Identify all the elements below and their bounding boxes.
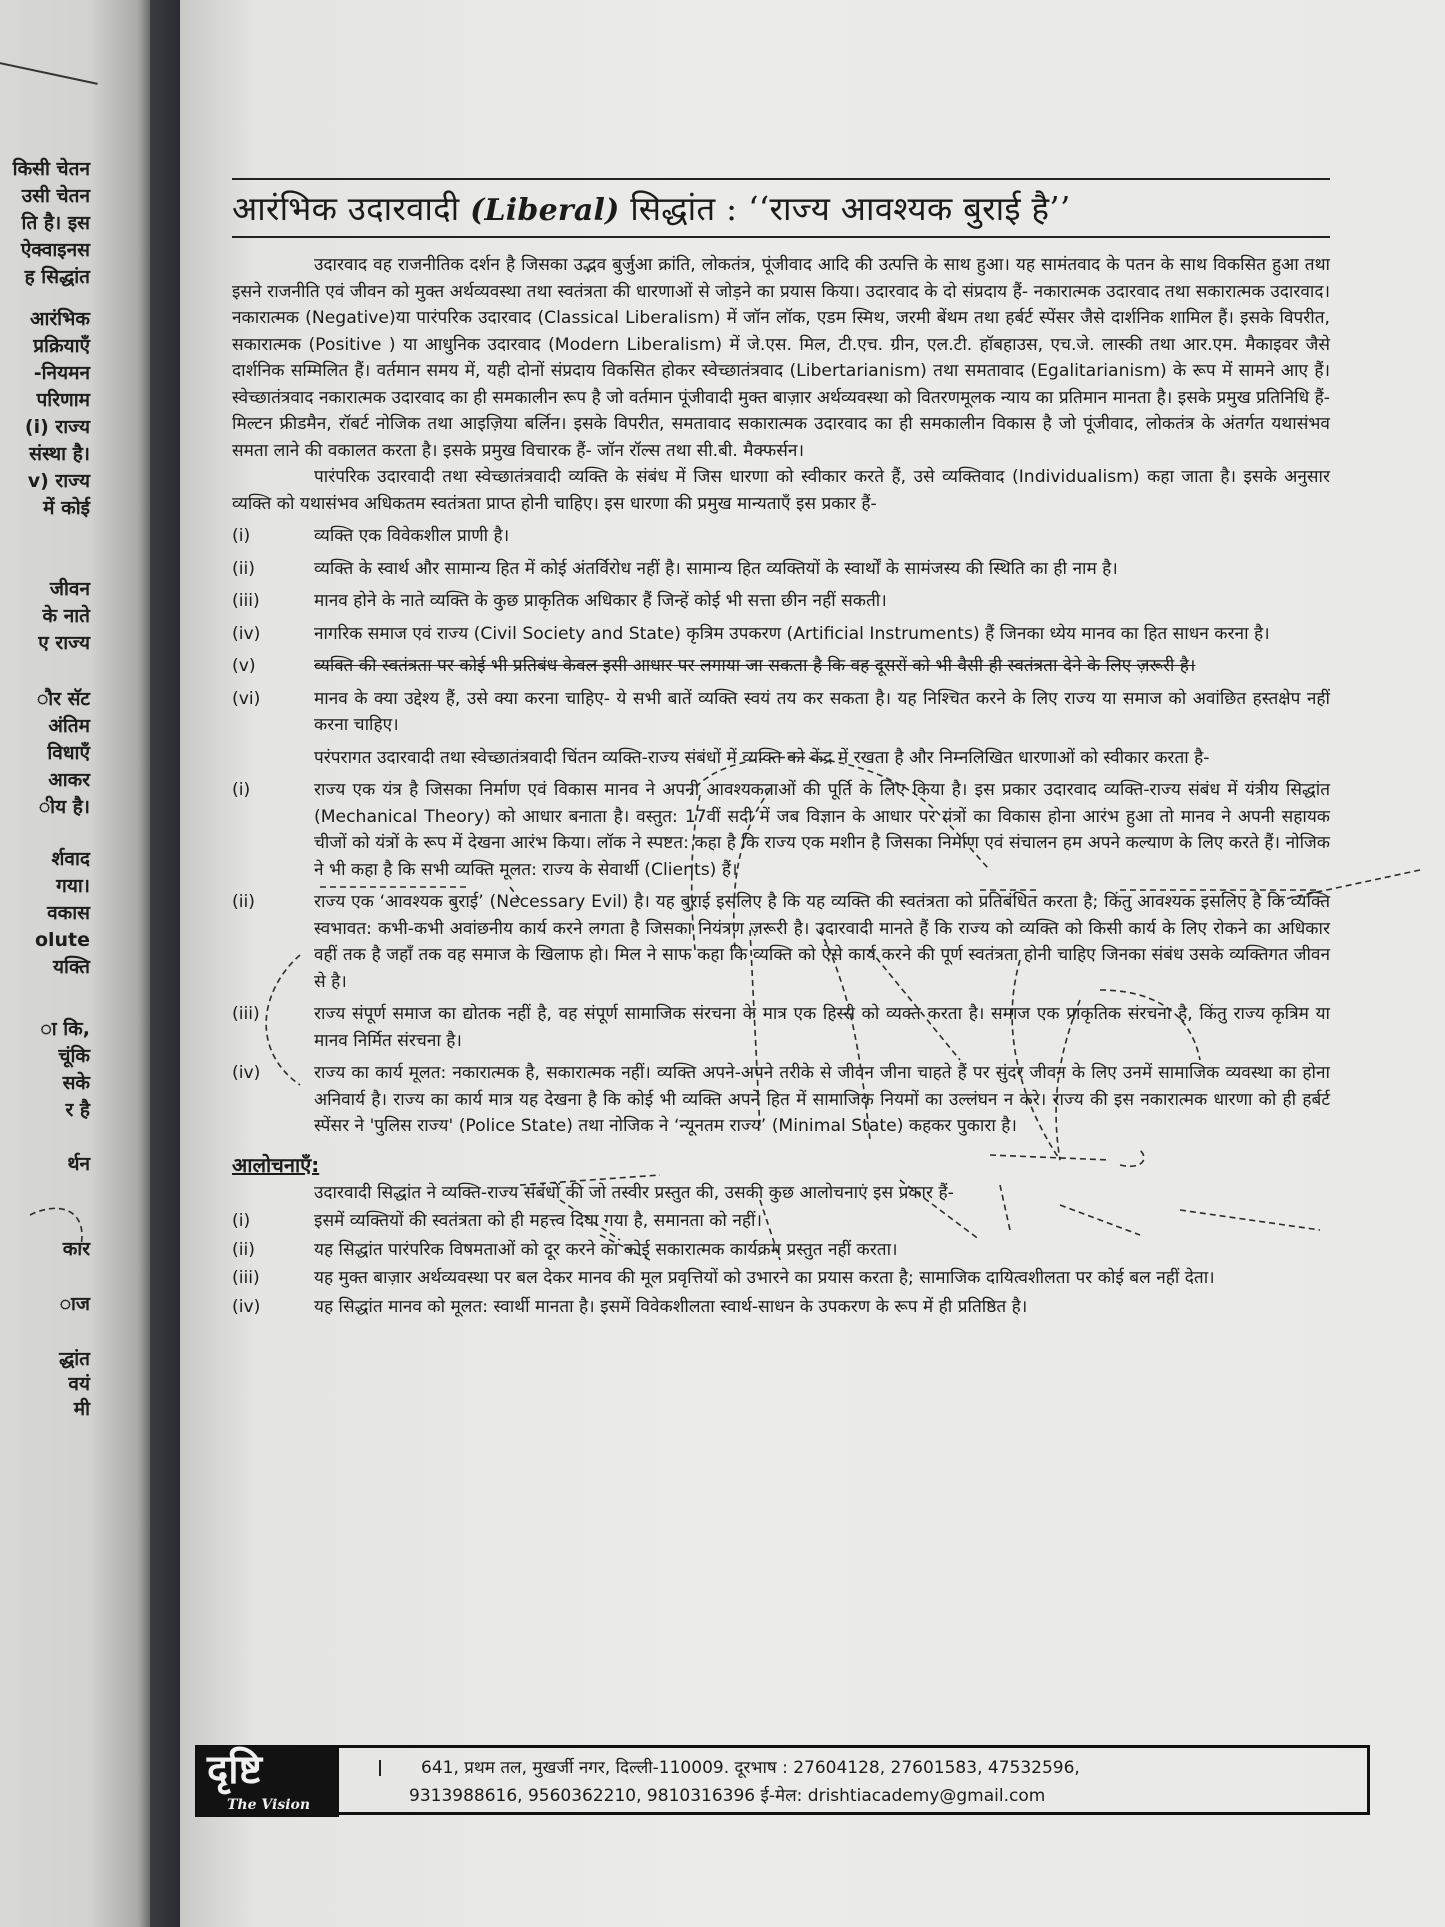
left-page-fragment: आरंभिक	[29, 308, 90, 330]
left-facing-page	[0, 0, 150, 1927]
criticism-heading: आलोचनाएँ:	[232, 1152, 320, 1177]
item-text: मानव के क्या उद्देश्य हैं, उसे क्या करना चाहिए- ये सभी बातें व्यक्ति स्वयं तय कर सकता है। यह निश्चित करने के लिए राज्य या समाज को अवांछित हस्तक्षेप नहीं करना चाहिए।	[314, 688, 1330, 735]
left-page-fragment: उसी चेतन	[21, 185, 90, 207]
logo-hindi-text: दृष्टि	[207, 1747, 262, 1793]
item-text: मानव होने के नाते व्यक्ति के कुछ प्राकृतिक अधिकार हैं जिन्हें कोई भी सत्ता छीन नहीं सकती।	[314, 591, 887, 611]
list-item	[232, 621, 1330, 648]
list-item	[232, 889, 1330, 995]
item-text: राज्य एक यंत्र है जिसका निर्माण एवं विकास मानव ने अपनी आवश्यकताओं की पूर्ति के लिए किया है। इस प्रकार उदारवाद व्यक्ति-राज्य संबंध में यंत्रीय सिद्धांत (Mechanical Theory) को आधार बनाता है। वस्तुत: 17वीं सदी में जब विज्ञान के आधार पर यंत्रों का विकास होना आरंभ हुआ तो मानव ने अपनी सहायक चीजों को यंत्रों के रूप में देखना आरंभ किया। लॉक ने स्पष्टत: कहा है कि राज्य एक मशीन है जिसका निर्माण एवं संचालन हम अपने कल्याण के लिए करते हैं। नोजिक ने भी कहा है कि सभी व्यक्ति मूलत: राज्य के सेवार्थी (Clients) हैं।	[314, 780, 1330, 880]
list-item	[232, 556, 1330, 583]
left-page-fragment: किसी चेतन	[12, 158, 90, 180]
left-page-fragment: ाज	[59, 1293, 90, 1315]
title-bottom-rule	[232, 236, 1330, 238]
item-number: (iii)	[232, 591, 260, 611]
left-page-fragment: अंतिम	[48, 715, 90, 737]
title-latin: (Liberal)	[470, 193, 620, 228]
item-text: व्यक्ति एक विवेकशील प्राणी है।	[314, 526, 510, 546]
item-number: (i)	[232, 526, 251, 546]
item-text: यह सिद्धांत मानव को मूलत: स्वार्थी मानता है। इसमें विवेकशीलता स्वार्थ-साधन के उपकरण के रूप में ही प्रतिष्ठित है।	[314, 1296, 1028, 1317]
list-item	[232, 523, 1330, 550]
list-item	[232, 588, 1330, 615]
criticism-intro: उदारवादी सिद्धांत ने व्यक्ति-राज्य संबंधों की जो तस्वीर प्रस्तुत की, उसकी कुछ आलोचनाएं इस प्रकार हैं-	[314, 1182, 954, 1203]
page-content	[232, 178, 1330, 1320]
list-item	[232, 1208, 1330, 1235]
left-page-rule	[0, 60, 98, 85]
item-text: राज्य का कार्य मूलत: नकारात्मक है, सकारात्मक नहीं। व्यक्ति अपने-अपने तरीके से जीवन जीना चाहते हैं पर सुंदर जीवन के लिए उनमें सामाजिक व्यवस्था का होना अनिवार्य है। राज्य का कार्य मात्र यह देखना है कि कोई भी व्यक्ति अपने हित में सामाजिक नियमों का उल्लंघन न करे। राज्य की इस नकारात्मक धारणा को ही हर्बर्ट स्पेंसर ने 'पुलिस राज्य' (Police State) तथा नोजिक ने ‘न्यूनतम राज्य’ (Minimal State) कहकर पुकारा है।	[314, 1063, 1330, 1136]
list-item	[232, 1060, 1330, 1140]
item-text: नागरिक समाज एवं राज्य (Civil Society and State) कृत्रिम उपकरण (Artificial Instruments) हैं जिनका ध्येय मानव का हित साधन करना है।	[314, 623, 1270, 644]
left-page-fragment: विधाएँ	[47, 742, 90, 764]
list-item-struck	[232, 653, 1330, 680]
left-page-fragment: र है	[65, 1099, 90, 1121]
address-line-2: 9313988616, 9560362210, 9810316396 ई-मेल: drishtiacademy@gmail.com	[409, 1786, 1046, 1806]
page-title	[232, 180, 1330, 236]
divider-bar	[379, 1760, 381, 1776]
item-number: (ii)	[232, 1239, 255, 1260]
item-number: (vi)	[232, 688, 261, 709]
title-suffix: सिद्धांत : ‘‘राज्य आवश्यक बुराई है’’	[619, 189, 1071, 228]
left-page-fragment: कार	[62, 1238, 90, 1260]
main-page	[180, 0, 1445, 1927]
item-number: (i)	[232, 780, 251, 800]
list-item	[232, 1294, 1330, 1321]
left-page-fragment: र्शवाद	[51, 848, 90, 870]
left-page-fragment: ह सिद्धांत	[24, 266, 90, 288]
left-page-fragment: ए राज्य	[38, 632, 90, 654]
title-prefix: आरंभिक उदारवादी	[232, 189, 471, 228]
item-number: (v)	[232, 656, 256, 676]
item-number: (iv)	[232, 1296, 261, 1317]
item-text: राज्य एक ‘आवश्यक बुराई’ (Necessary Evil) है। यह बुराई इसलिए है कि यह व्यक्ति की स्वतंत्रता को प्रतिबंधित करता है; किंतु आवश्यक इसलिए है कि व्यक्ति स्वभावत: कभी-कभी अवांछनीय कार्य करने लगता है जिसका नियंत्रण ज़रूरी है। उदारवादी मानते हैं कि राज्य को व्यक्ति को किसी कार्य के लिए रोकने का अधिकार वहीं तक है जहाँ तक वह समाज के खिलाफ हो। मिल ने साफ कहा कि व्यक्ति को ऐसे कार्य करने की पूर्ण स्वतंत्रता होनी चाहिए जिनका संबंध उसके व्यक्तिगत जीवन से है।	[314, 892, 1330, 992]
left-page-fragment: वयं	[68, 1373, 90, 1395]
left-page-fragment: (i) राज्य	[24, 416, 90, 438]
item-text: इसमें व्यक्तियों की स्वतंत्रता को ही महत्त्व दिया गया है, समानता को नहीं।	[314, 1211, 762, 1231]
left-page-fragment: प्रक्रियाएँ	[33, 335, 90, 357]
contact-address-box	[339, 1745, 1370, 1815]
left-page-fragment: में कोई	[43, 497, 90, 519]
intro-paragraph-2: पारंपरिक उदारवादी तथा स्वेच्छातंत्रवादी व्यक्ति के संबंध में जिस धारणा को स्वीकार करते हैं, उसे व्यक्तिवाद (Individualism) कहा जाता है। इसके अनुसार व्यक्ति को यथासंभव अधिकतम स्वतंत्रता प्राप्त होनी चाहिए। इस धारणा की प्रमुख मान्यताएँ इस प्रकार हैं-	[232, 467, 1330, 514]
left-page-fragment: -नियमन	[33, 362, 90, 384]
list-item	[232, 686, 1330, 739]
item-number: (i)	[232, 1211, 251, 1231]
list-item	[232, 1001, 1330, 1054]
left-page-fragment: वकास	[47, 902, 90, 924]
criticism-list	[232, 1208, 1330, 1320]
item-number: (ii)	[232, 892, 255, 912]
intro-paragraph-1: उदारवाद वह राजनीतिक दर्शन है जिसका उद्भव बुर्जुआ क्रांति, लोकतंत्र, पूंजीवाद आदि की उत्पत्ति के साथ हुआ। यह सामंतवाद के पतन के साथ विकसित हुआ तथा इसने राजनीति एवं जीवन को मुक्त अर्थव्यवस्था तथा स्वतंत्रता की धारणाओं से जोड़ने का प्रयास किया। उदारवाद के दो संप्रदाय हैं- नकारात्मक उदारवाद तथा सकारात्मक उदारवाद। नकारात्मक (Negative)या पारंपरिक उदारवाद (Classical Liberalism) में जॉन लॉक, एडम स्मिथ, जरमी बेंथम तथा हर्बर्ट स्पेंसर जैसे दार्शनिक शामिल हैं। इसके विपरीत, सकारात्मक (Positive ) या आधुनिक उदारवाद (Modern Liberalism) में जे.एस. मिल, टी.एच. ग्रीन, एल.टी. हॉबहाउस, एच.जे. लास्की तथा आर.एम. मैकाइवर जैसे दार्शनिक सम्मिलित हैं। वर्तमान समय में, यही दोनों संप्रदाय विकसित होकर स्वेच्छातंत्रवाद (Libertarianism) तथा समतावाद (Egalitarianism) के रूप में सामने आए हैं। स्वेच्छातंत्रवाद नकारात्मक उदारवाद का ही समकालीन रूप है जो वर्तमान पूंजीवादी मुक्त बाज़ार अर्थव्यवस्था को वितरणमूलक न्याय का प्रतिमान मानता है। इसके प्रमुख प्रतिनिधि हैं- मिल्टन फ्रीडमैन, रॉबर्ट नोजिक तथा आइज़िया बर्लिन। इसके विपरीत, समतावाद सकारात्मक उदारवाद का ही समकालीन विकास है जो पूंजीवाद, लोकतंत्र के अंतर्गत यथासंभव समता लाने की वकालत करता है। इसके प्रमुख विचारक हैं- जॉन रॉल्स तथा सी.बी. मैक्फर्सन।	[232, 255, 1330, 461]
list-item	[232, 777, 1330, 883]
logo-english-text: The Vision	[227, 1797, 311, 1813]
page-footer	[195, 1745, 1370, 1815]
item-number: (ii)	[232, 558, 255, 579]
item-text: व्यक्ति की स्वतंत्रता पर कोई भी प्रतिबंध केवल इसी आधार पर लगाया जा सकता है कि वह दूसरों को भी वैसी ही स्वतंत्रता देने के लिए ज़रूरी है।	[314, 656, 1196, 676]
left-page-fragment: संस्था है।	[29, 443, 90, 465]
left-page-fragment: के नाते	[42, 605, 90, 627]
item-text: व्यक्ति के स्वार्थ और सामान्य हित में कोई अंतर्विरोध नहीं है। सामान्य हित व्यक्तियों के स्वार्थों के सामंजस्य की स्थिति का ही नाम है।	[314, 558, 1118, 579]
left-page-fragment: ीय है।	[38, 796, 90, 818]
left-page-fragment: र्थन	[67, 1153, 90, 1175]
left-page-fragment: ति है। इस	[21, 212, 90, 234]
state-assumptions-list	[232, 777, 1330, 1140]
left-page-fragment: ा कि,	[40, 1018, 90, 1040]
drishti-logo	[195, 1745, 339, 1817]
left-page-fragment: ऐक्वाइनस	[20, 239, 90, 261]
left-page-fragment: मी	[73, 1398, 90, 1420]
left-page-fragment: यक्ति	[53, 956, 90, 978]
left-page-fragment: सके	[62, 1072, 90, 1094]
left-page-fragment: परिणाम	[36, 389, 90, 411]
item-text: यह सिद्धांत पारंपरिक विषमताओं को दूर करने का कोई सकारात्मक कार्यक्रम प्रस्तुत नहीं करता।	[314, 1239, 898, 1260]
state-paragraph: परंपरागत उदारवादी तथा स्वेच्छातंत्रवादी चिंतन व्यक्ति-राज्य संबंधों में व्यक्ति को केंद्र में रखता है और निम्नलिखित धारणाओं को स्वीकार करता है-	[314, 747, 1210, 768]
list-item	[232, 1265, 1330, 1292]
left-page-fragment: आकर	[48, 769, 90, 791]
item-number: (iv)	[232, 1063, 261, 1083]
left-page-fragment: olute	[34, 929, 90, 951]
item-text: यह मुक्त बाज़ार अर्थव्यवस्था पर बल देकर मानव की मूल प्रवृत्तियों को उभारने का प्रयास करता है; सामाजिक दायित्वशीलता पर कोई बल नहीं देता।	[314, 1268, 1215, 1288]
item-text: राज्य संपूर्ण समाज का द्योतक नहीं है, वह संपूर्ण सामाजिक संरचना के मात्र एक हिस्से को व्यक्त करता है। समाज एक प्राकृतिक संरचना है, किंतु राज्य कृत्रिम या मानव निर्मित संरचना है।	[314, 1004, 1330, 1051]
left-page-fragment: v) राज्य	[27, 470, 90, 492]
left-page-fragment: ौर सॅट	[36, 688, 90, 710]
left-page-fragment: चूंकि	[58, 1045, 90, 1067]
item-number: (iii)	[232, 1004, 260, 1024]
item-number: (iv)	[232, 623, 261, 644]
left-page-fragment: द्धांत	[59, 1348, 90, 1370]
left-page-fragment: गया।	[56, 875, 90, 897]
item-number: (iii)	[232, 1268, 260, 1288]
individualism-list	[232, 523, 1330, 739]
left-page-fragment: जीवन	[49, 578, 90, 600]
address-line-1: 641, प्रथम तल, मुखर्जी नगर, दिल्ली-110009. दूरभाष : 27604128, 27601583, 47532596,	[379, 1754, 1367, 1782]
list-item	[232, 1237, 1330, 1264]
